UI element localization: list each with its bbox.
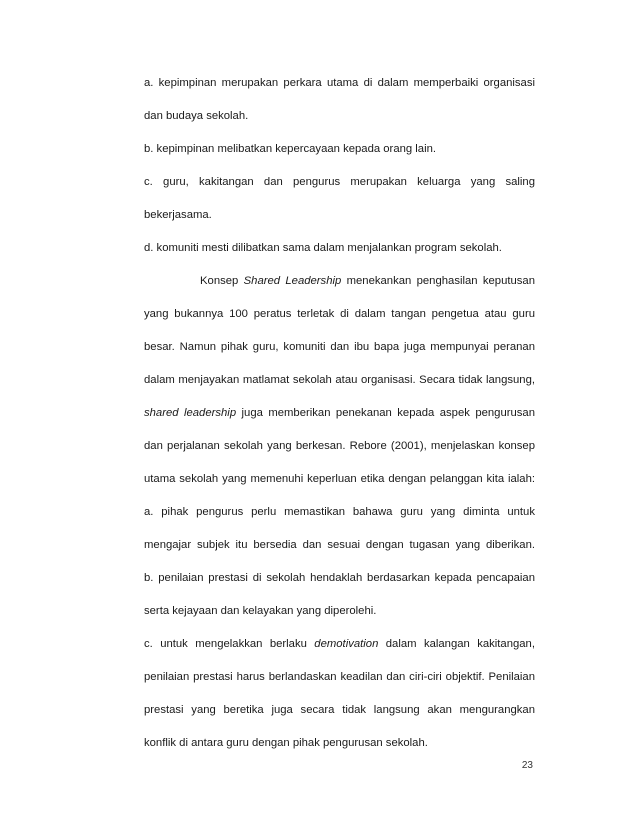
text-line-4: c. guru, kakitangan dan pengurus merupakan keluarga yang saling <box>144 176 535 188</box>
konsep-continuation: menekankan penghasilan keputusan <box>341 275 535 287</box>
text-line-19: penilaian prestasi harus berlandaskan keadilan dan ciri-ciri objektif. Penilaian <box>144 671 535 683</box>
text-line-18 <box>144 637 535 651</box>
text-line-6: d. komuniti mesti dilibatkan sama dalam menjalankan program sekolah. <box>144 242 502 254</box>
text-line-3: b. kepimpinan melibatkan kepercayaan kepada orang lain. <box>144 143 437 155</box>
text-line-20: prestasi yang beretika juga secara tidak langsung akan mengurangkan <box>144 704 535 716</box>
text-line-14: a. pihak pengurus perlu memastikan bahawa guru yang diminta untuk <box>144 506 535 518</box>
text-line-12: dan perjalanan sekolah yang berkesan. Rebore (2001), menjelaskan konsep <box>144 440 535 452</box>
shared-leadership-term: Shared Leadership <box>243 275 342 287</box>
text-line-11 <box>144 406 535 420</box>
text-line-5: bekerjasama. <box>144 209 212 221</box>
konsep-text: Konsep <box>200 275 244 287</box>
line11-continuation: juga memberikan penekanan kepada aspek pengurusan <box>236 407 535 419</box>
shared-leadership-term-2: shared leadership <box>144 407 237 419</box>
text-line-15: mengajar subjek itu bersedia dan sesuai dengan tugasan yang diberikan. <box>144 539 535 551</box>
line18-post: dalam kalangan kakitangan, <box>378 638 535 650</box>
line18-pre: c. untuk mengelakkan berlaku <box>144 638 315 650</box>
text-line-8: yang bukannya 100 peratus terletak di dalam tangan pengetua atau guru <box>144 308 535 320</box>
text-line-2: dan budaya sekolah. <box>144 110 249 122</box>
text-line-17: serta kejayaan dan kelayakan yang diperolehi. <box>144 605 377 617</box>
text-line-16: b. penilaian prestasi di sekolah hendaklah berdasarkan kepada pencapaian <box>144 572 535 584</box>
demotivation-term: demotivation <box>314 638 379 650</box>
text-line-10: dalam menjayakan matlamat sekolah atau organisasi. Secara tidak langsung, <box>144 374 535 386</box>
text-line-21: konflik di antara guru dengan pihak pengurusan sekolah. <box>144 737 428 749</box>
paragraph-indent-line <box>200 274 535 288</box>
text-line-9: besar. Namun pihak guru, komuniti dan ibu bapa juga mempunyai peranan <box>144 341 535 353</box>
text-line-1: a. kepimpinan merupakan perkara utama di dalam memperbaiki organisasi <box>144 77 535 89</box>
page-number: 23 <box>521 760 533 771</box>
text-line-13: utama sekolah yang memenuhi keperluan etika dengan pelanggan kita ialah: <box>144 473 535 485</box>
